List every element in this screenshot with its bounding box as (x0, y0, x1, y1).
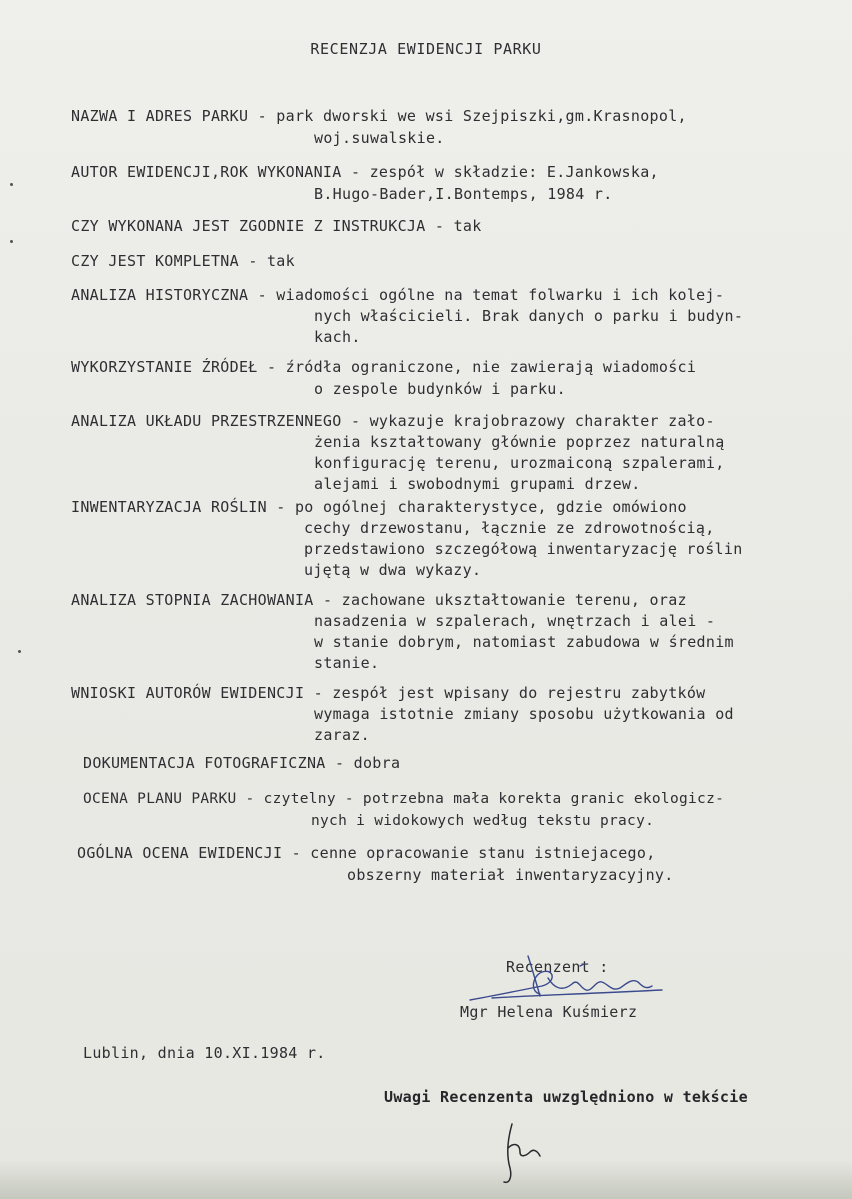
section-text: ujętą w dwa wykazy. (304, 561, 482, 579)
section-text: w stanie dobrym, natomiast zabudowa w średnim (314, 633, 734, 651)
section-preservation (71, 590, 734, 674)
section-text: - wykazuje krajobrazowy charakter zało- (350, 412, 715, 430)
section-spatial-analysis (71, 411, 725, 495)
section-heading: OCENA PLANU PARKU (83, 791, 237, 807)
section-heading: ANALIZA HISTORYCZNA (71, 286, 249, 304)
section-text: cechy drzewostanu, łącznie ze zdrowotnością, (304, 519, 715, 537)
document-title: RECENZJA EWIDENCJI PARKU (310, 40, 542, 58)
section-text: konfigurację terenu, urozmaiconą szpalerami, (314, 454, 725, 472)
section-heading: INWENTARYZACJA ROŚLIN (71, 498, 267, 516)
section-text: - dobra (334, 754, 401, 772)
reviewer-label: Recenzent : (506, 958, 609, 976)
section-text: obszerny materiał inwentaryzacyjny. (347, 866, 674, 884)
section-text: nych i widokowych według tekstu pracy. (311, 813, 655, 829)
section-text: - wiadomości ogólne na temat folwarku i ich kolej- (257, 286, 725, 304)
section-text: nasadzenia w szpalerach, wnętrzach i alei - (314, 612, 716, 630)
approval-signature (490, 1118, 550, 1190)
section-author (71, 161, 659, 205)
section-heading: WNIOSKI AUTORÓW EWIDENCJI (71, 684, 305, 702)
place-date: Lublin, dnia 10.XI.1984 r. (83, 1044, 326, 1062)
section-text: żenia kształtowany głównie poprzez naturalną (314, 433, 725, 451)
section-text: woj.suwalskie. (314, 129, 445, 147)
section-text: alejami i swobodnymi grupami drzew. (314, 475, 641, 493)
section-heading: ANALIZA STOPNIA ZACHOWANIA (71, 591, 314, 609)
section-sources (71, 356, 696, 400)
section-photo-documentation (83, 752, 400, 774)
section-instruction (71, 215, 482, 237)
section-text: - cenne opracowanie stanu istniejacego, (291, 844, 656, 862)
reviewer-signature (462, 948, 672, 1006)
paper-speck (10, 240, 13, 243)
section-heading: NAZWA I ADRES PARKU (71, 107, 249, 125)
section-text: - zespół jest wpisany do rejestru zabytków (313, 684, 706, 702)
section-heading: OGÓLNA OCENA EWIDENCJI (77, 844, 283, 862)
section-text: nych właścicieli. Brak danych o parku i budyn- (314, 307, 744, 325)
page-bottom-shadow (0, 1159, 852, 1199)
paper-speck (10, 183, 13, 186)
section-text: wymaga istotnie zmiany sposobu użytkowania od (314, 705, 734, 723)
section-text: przedstawiono szczegółową inwentaryzację roślin (304, 540, 743, 558)
section-text: B.Hugo-Bader,I.Bontemps, 1984 r. (314, 185, 613, 203)
section-text: - park dworski we wsi Szejpiszki,gm.Krasnopol, (257, 107, 687, 125)
section-park-plan (83, 788, 724, 832)
section-text: - po ogólnej charakterystyce, gdzie omówiono (276, 498, 687, 516)
section-heading: CZY JEST KOMPLETNA (71, 252, 239, 270)
section-heading: CZY WYKONANA JEST ZGODNIE Z INSTRUKCJA (71, 217, 426, 235)
section-historical-analysis (71, 285, 743, 348)
reviewer-name: Mgr Helena Kuśmierz (460, 1003, 638, 1021)
paper-speck (18, 650, 21, 653)
reviewer-remarks-note: Uwagi Recenzenta uwzględniono w tekście (384, 1088, 748, 1106)
section-text: - zachowane ukształtowanie terenu, oraz (322, 591, 687, 609)
section-park-name (71, 105, 687, 149)
section-text: - źródła ograniczone, nie zawierają wiadomości (266, 358, 697, 376)
section-heading: AUTOR EWIDENCJI,ROK WYKONANIA (71, 163, 342, 181)
section-text: zaraz. (314, 726, 370, 744)
section-heading: DOKUMENTACJA FOTOGRAFICZNA (83, 754, 326, 772)
section-text: - czytelny - potrzebna mała korekta granic ekologicz- (245, 791, 725, 807)
section-text: kach. (314, 328, 361, 346)
section-text: stanie. (314, 654, 380, 672)
section-overall-rating (77, 842, 674, 886)
section-conclusions (71, 683, 734, 746)
section-complete (71, 250, 295, 272)
section-text: - zespół w składzie: E.Jankowska, (350, 163, 659, 181)
section-heading: WYKORZYSTANIE ŹRÓDEŁ (71, 358, 258, 376)
section-text: - tak (434, 217, 482, 235)
section-plant-inventory (71, 497, 743, 581)
section-text: o zespole budynków i parku. (314, 380, 566, 398)
section-text: - tak (248, 252, 295, 270)
section-heading: ANALIZA UKŁADU PRZESTRZENNEGO (71, 412, 342, 430)
